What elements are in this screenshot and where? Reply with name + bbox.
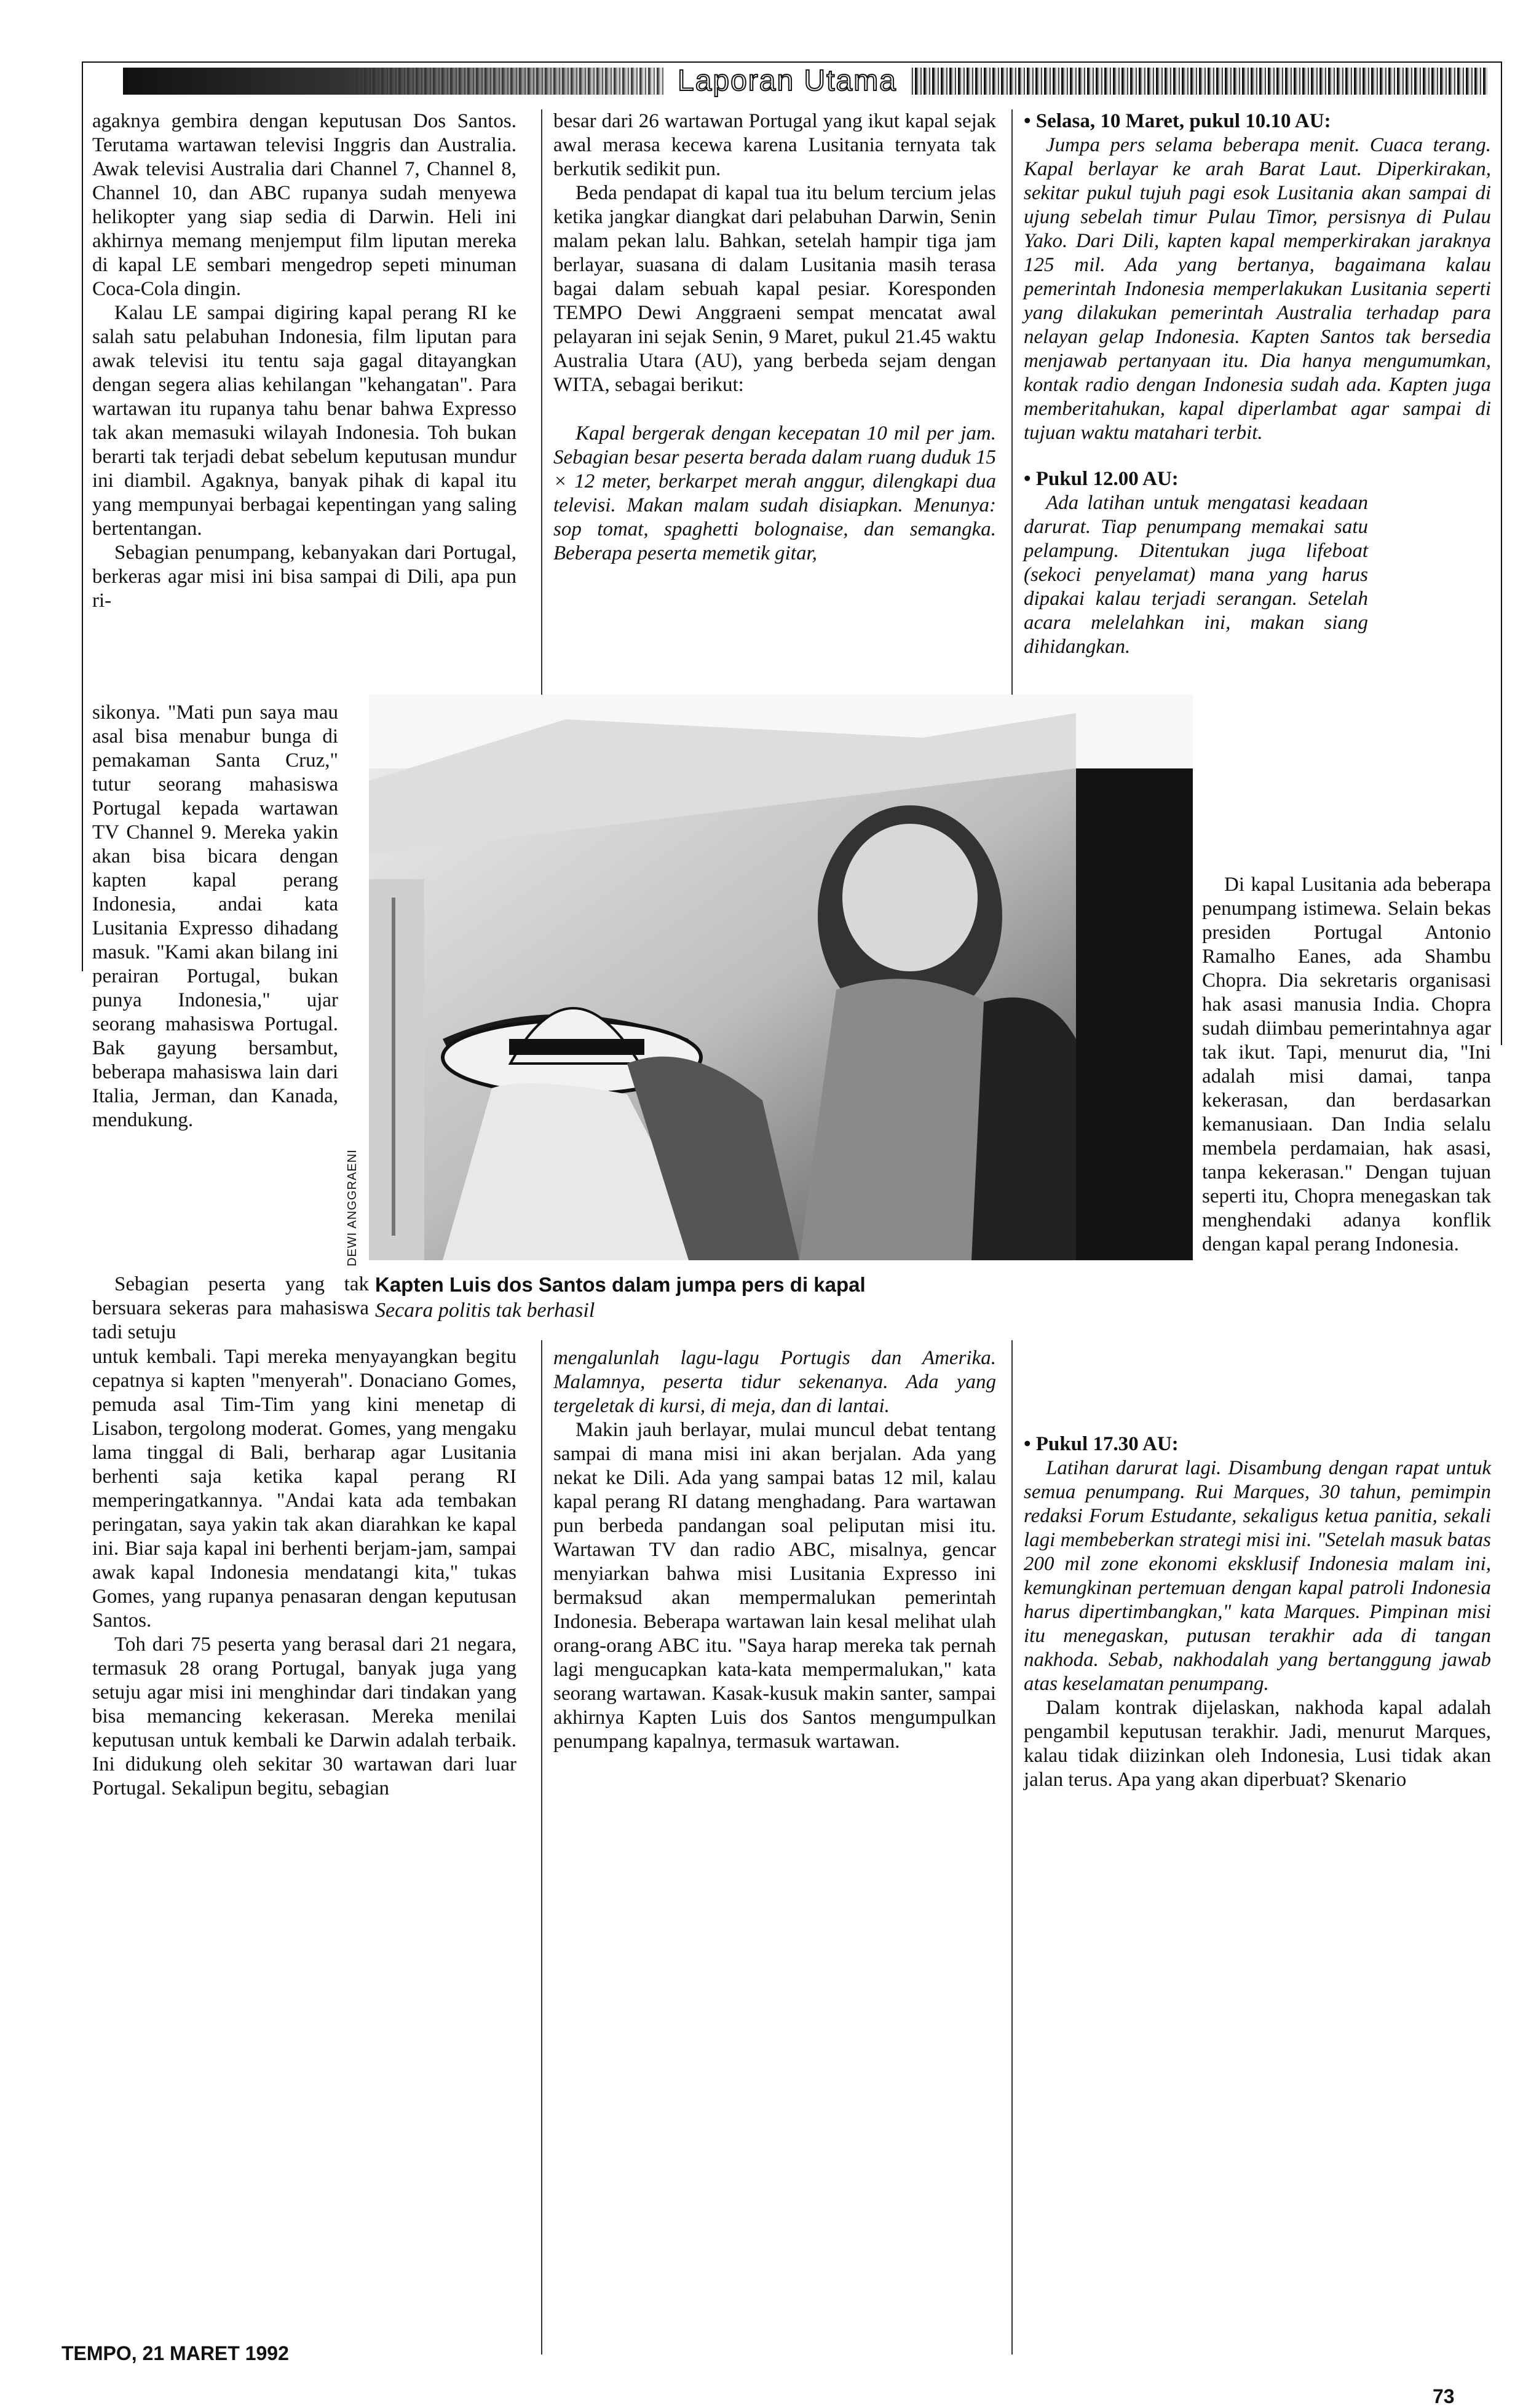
paragraph: Di kapal Lusitania ada beberapa penumpang istimewa. Selain bekas presiden Portugal Antonio Ramalho Eanes, ada Shambu Chopra. Dia sekretaris organisasi hak asasi manusia India. Chopra sudah diimbau pemerintahnya agar tak ikut. Tapi, menurut dia, "Ini adalah misi damai, tanpa kekerasan, dan berdasarkan kemanusiaan. Dan India selalu membela perdamaian, hak asasi, tanpa kekerasan." Dengan tujuan seperti itu, Chopra menegaskan tak menghendaki adanya konflik dengan kapal perang Indonesia. <box>1202 874 1491 1255</box>
log-heading: • Pukul 12.00 AU: <box>1024 468 1179 490</box>
paragraph: agaknya gembira dengan keputusan Dos Santos. Terutama wartawan televisi Inggris dan Australia. Awak televisi Australia dari Channel 7, Channel 8, Channel 10, dan ABC rupanya sudah menyewa helikopter yang siap sedia di Darwin. Heli ini akhirnya memang menjemput film liputan mereka di kapal LE sembari mengedrop sepeti minuman Coca-Cola dingin. <box>92 110 516 300</box>
section-label: Laporan Utama <box>664 64 911 98</box>
column-divider <box>541 109 542 700</box>
article-column-1-mid <box>92 1273 369 1344</box>
log-entry-italic: Jumpa pers selama beberapa menit. Cuaca terang. Kapal berlayar ke arah Barat Laut. Diperkirakan, sekitar pukul tujuh pagi esok Lusitania akan sampai di ujung sebelah timur Pulau Timor, persisnya di Pulau Yako. Dari Dili, kapten kapal memperkirakan jaraknya 125 mil. Ada yang bertanya, bagaimana kalau pemerintah Indonesia memperlakukan Lusitania seperti yang dilakukan pemerintah Australia terhadap para nelayan gelap Indonesia. Kapten Santos tak bersedia menjawab pertanyaan itu. Dia hanya mengumumkan, kontak radio dengan Indonesia sudah ada. Kapten juga memberitahukan, kapal diperlambat agar sampai di tujuan waktu matahari terbit. <box>1024 134 1491 444</box>
paragraph: sikonya. "Mati pun saya mau asal bisa menabur bunga di pemakaman Santa Cruz," tutur seorang mahasiswa Portugal kepada wartawan TV Channel 9. Mereka yakin akan bisa bicara dengan kapten kapal perang Indonesia, andai kata Lusitania Expresso dihadang masuk. "Kami akan bilang ini perairan Portugal, bukan punya Indonesia," ujar seorang mahasiswa Portugal. Bak gayung bersambut, beberapa mahasiswa lain dari Italia, Jerman, dan Kanada, mendukung. <box>92 701 338 1131</box>
photo-credit: DEWI ANGGRAENI <box>346 1149 359 1266</box>
log-heading: • Selasa, 10 Maret, pukul 10.10 AU: <box>1024 110 1331 132</box>
photo-caption: Kapten Luis dos Santos dalam jumpa pers di kapal <box>375 1273 866 1296</box>
log-heading: • Pukul 17.30 AU: <box>1024 1433 1179 1455</box>
paragraph: Dalam kontrak dijelaskan, nakhoda kapal adalah pengambil keputusan terakhir. Jadi, menurut Marques, kalau tidak diizinkan oleh Indonesia, Lusi tidak akan jalan terus. Apa yang akan diperbuat? Skenario <box>1024 1697 1491 1791</box>
article-column-2-top <box>553 109 996 566</box>
header-dark-band <box>123 68 676 95</box>
paragraph: untuk kembali. Tapi mereka menyayangkan begitu cepatnya si kapten "menyerah". Donaciano Gomes, pemuda asal Tim-Tim yang kini menetap di Lisabon, tergolong moderat. Gomes, yang mengaku lama tinggal di Bali, berharap agar Lusitania berhenti saja ketika kapal perang RI memperingatkannya. "Andai kata ada tembakan peringatan, saya yakin tak akan diarahkan ke kapal ini. Biar saja kapal ini berhenti berjam-jam, sampai awak kapal Indonesia mendatangi kita," tukas Gomes, yang rupanya penasaran dengan keputusan Santos. <box>92 1346 516 1632</box>
issue-footer: TEMPO, 21 MARET 1992 <box>61 2342 289 2364</box>
log-entry-italic: Latihan darurat lagi. Disambung dengan rapat untuk semua penumpang. Rui Marques, 30 tahun, pemimpin redaksi Forum Estudante, sekaligus ketua panitia, sekali lagi membeberkan strategi misi ini. "Setelah masuk batas 200 mil zone ekonomi eksklusif Indonesia malam ini, kemungkinan pertemuan dengan kapal patroli Indonesia harus dipertimbangkan," kata Marques. Pimpinan misi itu menegaskan, putusan terakhir ada di tangan nakhoda. Sebab, nakhodalah yang bertanggung jawab atas keselamatan penumpang. <box>1024 1457 1491 1695</box>
column-divider <box>541 1340 542 2355</box>
frame-left-rule <box>82 61 83 971</box>
article-column-1-narrow <box>92 701 338 1132</box>
column-divider <box>1011 109 1013 700</box>
article-column-3-bottom <box>1024 1432 1491 1792</box>
paragraph: Sebagian penumpang, kebanyakan dari Portugal, berkeras agar misi ini bisa sampai di Dili, apa pun ri- <box>92 542 516 612</box>
frame-top-rule <box>82 61 1502 63</box>
paragraph: besar dari 26 wartawan Portugal yang ikut kapal sejak awal merasa kecewa karena Lusitania ternyata tak berkutik sedikit pun. <box>553 110 996 180</box>
article-column-1-bottom <box>92 1345 516 1801</box>
press-conference-photo <box>369 695 1193 1260</box>
frame-right-rule <box>1501 61 1502 1045</box>
article-column-3-narrow <box>1202 873 1491 1257</box>
article-column-1-top <box>92 109 516 613</box>
article-column-2-bottom <box>553 1346 996 1754</box>
log-entry-italic: mengalunlah lagu-lagu Portugis dan Amerika. Malamnya, peserta tidur sekenanya. Ada yang tergeletak di kursi, di meja, dan di lantai. <box>553 1347 996 1417</box>
photo-illustration <box>369 695 1193 1260</box>
paragraph: Kalau LE sampai digiring kapal perang RI ke salah satu pelabuhan Indonesia, film liputan para awak televisi itu tentu saja gagal ditayangkan dengan segera alias kehilangan "kehangatan". Para wartawan itu rupanya tahu benar bahwa Expresso tak akan memasuki wilayah Indonesia. Toh bukan berarti tak terjadi debat sebelum keputusan mundur ini diambil. Agaknya, banyak pihak di kapal itu yang mempunyai berbagai kepentingan yang saling bertentangan. <box>92 302 516 540</box>
log-entry-italic: Kapal bergerak dengan kecepatan 10 mil per jam. Sebagian besar peserta berada dalam ruang duduk 15 × 12 meter, berkarpet merah anggur, dilengkapi dua televisi. Makan malam sudah disiapkan. Menunya: sop tomat, spaghetti bolognaise, dan semangka. Beberapa peserta memetik gitar, <box>553 422 996 564</box>
article-column-3-top <box>1024 109 1491 659</box>
photo-subcaption: Secara politis tak berhasil <box>375 1299 595 1322</box>
paragraph: Toh dari 75 peserta yang berasal dari 21 negara, termasuk 28 orang Portugal, banyak juga yang setuju agar misi ini menghindar dari tindakan yang bisa memancing kekerasan. Mereka menilai keputusan untuk kembali ke Darwin adalah terbaik. Ini didukung oleh sekitar 30 wartawan dari luar Portugal. Sekalipun begitu, sebagian <box>92 1633 516 1799</box>
log-entry-italic: Ada latihan untuk mengatasi keadaan darurat. Tiap penumpang memakai satu pelampung. Ditentukan juga lifeboat (sekoci penyelamat) mana yang harus dipakai kalau terjadi serangan. Setelah acara melelahkan ini, makan siang dihidangkan. <box>1024 492 1368 658</box>
column-divider <box>1011 1340 1013 2355</box>
paragraph: Sebagian peserta yang tak bersuara sekeras para mahasiswa tadi setuju <box>92 1273 369 1343</box>
paragraph: Beda pendapat di kapal tua itu belum tercium jelas ketika jangkar diangkat dari pelabuhan Darwin, Senin malam pekan lalu. Bahkan, setelah hampir tiga jam berlayar, suasana di dalam Lusitania masih terasa bagai dalam sebuah kapal pesiar. Koresponden TEMPO Dewi Anggraeni sempat mencatat awal pelayaran ini sejak Senin, 9 Maret, pukul 21.45 waktu Australia Utara (AU), yang berbeda sejam dengan WITA, sebagai berikut: <box>553 182 996 396</box>
paragraph: Makin jauh berlayar, mulai muncul debat tentang sampai di mana misi ini akan berjalan. Ada yang nekat ke Dili. Ada yang sampai batas 12 mil, kalau kapal perang RI datang menghadang. Para wartawan pun berbeda pandangan soal peliputan misi itu. Wartawan TV dan radio ABC, misalnya, gencar menyiarkan bahwa misi Lusitania Expresso ini bermaksud akan mempermalukan pemerintah Indonesia. Beberapa wartawan lain kesal melihat ulah orang-orang ABC itu. "Saya harap mereka tak pernah lagi mengucapkan kata-kata mempermalukan," kata seorang wartawan. Kasak-kusuk makin santer, sampai akhirnya Kapten Luis dos Santos mengumpulkan penumpang kapalnya, termasuk wartawan. <box>553 1419 996 1753</box>
page-number: 73 <box>1433 2385 1455 2407</box>
